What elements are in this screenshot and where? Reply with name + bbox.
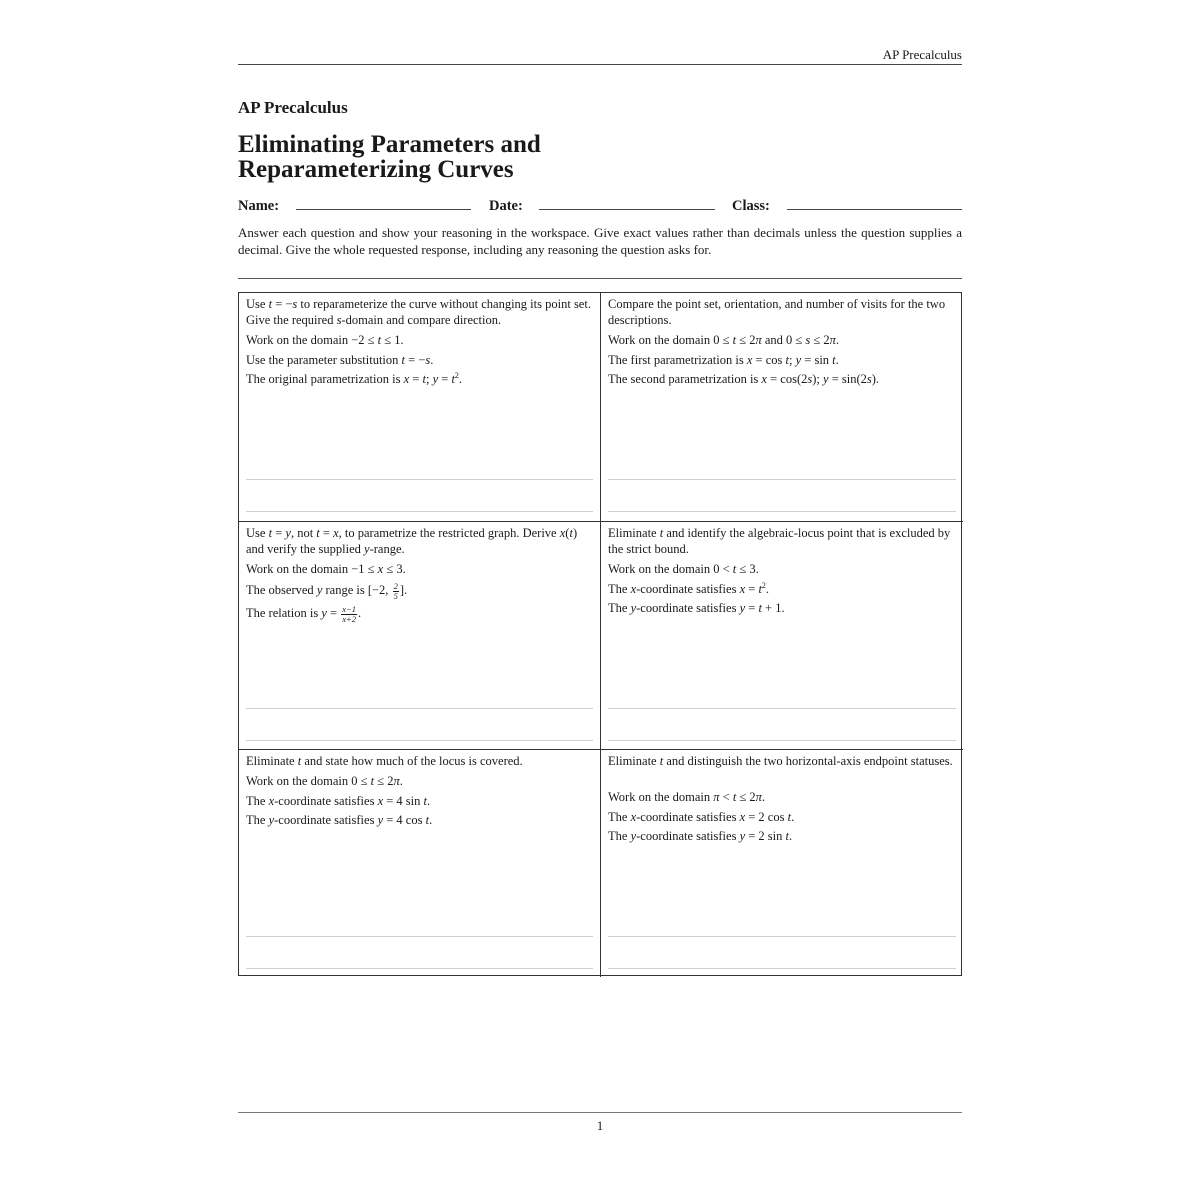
question-prompt: Eliminate t and identify the algebraic-locus point that is excluded by the strict bound. bbox=[608, 526, 951, 556]
math-variable: π bbox=[755, 790, 762, 804]
math-variable: π bbox=[829, 333, 836, 347]
spec-line: The original parametrization is x = t; $y = t^2$. bbox=[246, 371, 463, 386]
math-variable: x bbox=[630, 581, 637, 596]
answer-line[interactable] bbox=[246, 968, 593, 969]
question-box bbox=[601, 749, 963, 977]
math-variable: π bbox=[713, 790, 720, 804]
math-variable: t bbox=[316, 526, 320, 540]
spec-line: The x-coordinate satisfies x = 2 cos t. bbox=[608, 809, 795, 824]
name-field[interactable] bbox=[296, 209, 471, 210]
answer-line[interactable] bbox=[246, 479, 593, 480]
math-variable: x bbox=[377, 793, 384, 808]
math-variable: y bbox=[630, 601, 637, 615]
math-variable: x bbox=[630, 809, 637, 824]
math-variable: y bbox=[630, 829, 637, 843]
math-variable: y bbox=[268, 813, 275, 827]
question-specs bbox=[608, 790, 956, 849]
answer-line[interactable] bbox=[246, 708, 593, 709]
exponent: 2 bbox=[454, 371, 459, 380]
question-specs bbox=[246, 774, 593, 833]
spec-line: The y-coordinate satisfies y = 4 cos t. bbox=[246, 813, 433, 827]
math-variable: y bbox=[321, 605, 327, 620]
question-box bbox=[601, 293, 963, 521]
math-variable: y bbox=[795, 352, 802, 367]
answer-line[interactable] bbox=[608, 511, 956, 512]
math-variable: x bbox=[761, 372, 767, 386]
math-variable: x bbox=[377, 562, 384, 576]
math-variable: x bbox=[403, 372, 410, 386]
fraction-numerator: x−1 bbox=[342, 603, 356, 614]
name-label: Name: bbox=[238, 198, 280, 214]
class-field[interactable] bbox=[787, 209, 962, 210]
math-variable: t bbox=[732, 333, 737, 347]
math-variable: s bbox=[336, 312, 342, 327]
exponent: 2 bbox=[761, 580, 766, 590]
math-variable: y bbox=[316, 582, 323, 597]
math-variable: x bbox=[746, 352, 753, 367]
math-variable: t bbox=[268, 297, 273, 311]
page-number: 1 bbox=[596, 1118, 604, 1133]
answer-line[interactable] bbox=[608, 968, 956, 969]
date-label: Date: bbox=[489, 198, 523, 214]
question-box bbox=[239, 293, 601, 521]
answer-line[interactable] bbox=[246, 740, 593, 741]
math-variable: t bbox=[785, 829, 789, 843]
footer-rule bbox=[238, 1112, 962, 1113]
spec-line: Use the parameter substitution t = −s. bbox=[246, 352, 434, 367]
question-specs bbox=[608, 562, 956, 621]
math-variable: s bbox=[292, 297, 298, 311]
spec-line: Work on the domain π < t ≤ 2π. bbox=[608, 790, 766, 804]
spec-line: The second parametrization is x = cos(2s); y = sin(2s). bbox=[608, 372, 880, 386]
math-variable: y bbox=[739, 829, 746, 843]
page-title bbox=[238, 132, 738, 182]
math-variable: t bbox=[370, 774, 375, 788]
answer-line[interactable] bbox=[246, 511, 593, 512]
question-specs bbox=[608, 333, 956, 392]
math-variable: t bbox=[422, 372, 426, 386]
fraction bbox=[341, 605, 357, 624]
math-variable: t bbox=[451, 372, 455, 386]
math-variable: x bbox=[333, 526, 339, 540]
math-variable: t bbox=[832, 352, 836, 367]
math-variable: t bbox=[569, 526, 573, 540]
question-box bbox=[239, 521, 601, 749]
spec-line: Work on the domain 0 < t ≤ 3. bbox=[608, 562, 759, 576]
math-variable: y bbox=[285, 526, 291, 540]
math-variable: y bbox=[377, 813, 384, 827]
math-variable: t bbox=[758, 581, 762, 596]
fraction-numerator: 2 bbox=[393, 580, 398, 591]
spec-line: Work on the domain 0 ≤ t ≤ 2π. bbox=[246, 774, 403, 788]
question-box bbox=[601, 521, 963, 749]
fraction bbox=[393, 582, 399, 601]
spec-line: The x-coordinate satisfies x = 4 sin t. bbox=[246, 793, 431, 808]
class-label: Class: bbox=[732, 198, 770, 214]
title-line-2: Reparameterizing Curves bbox=[238, 156, 514, 183]
question-grid bbox=[238, 292, 962, 976]
student-info-row bbox=[238, 198, 962, 218]
math-variable: s bbox=[807, 372, 813, 386]
math-variable: y bbox=[823, 372, 829, 386]
math-variable: x bbox=[559, 526, 566, 540]
answer-line[interactable] bbox=[246, 936, 593, 937]
course-name: AP Precalculus bbox=[238, 98, 348, 117]
math-variable: t bbox=[732, 790, 737, 804]
question-prompt: Eliminate t and distinguish the two horizontal-axis endpoint statuses. bbox=[608, 754, 953, 768]
math-variable: t bbox=[732, 562, 737, 576]
spec-line: The relation is y = $\frac{x-1}{x+2}$ . bbox=[246, 603, 362, 624]
math-variable: t bbox=[659, 754, 664, 768]
spec-line: Work on the domain 0 ≤ t ≤ 2π and 0 ≤ s ≤ 2π. bbox=[608, 333, 840, 347]
math-variable: y bbox=[739, 601, 746, 615]
fraction-denominator: x+2 bbox=[342, 613, 356, 624]
spec-line: The y-coordinate satisfies y = t + 1. bbox=[608, 601, 785, 615]
math-variable: t bbox=[297, 754, 302, 768]
answer-line[interactable] bbox=[608, 740, 956, 741]
question-prompt: Use t = y, not t = x, to parametrize the restricted graph. Derive x(t) and verify the supplied y-range. bbox=[246, 526, 578, 556]
question-specs bbox=[246, 333, 593, 392]
date-field[interactable] bbox=[539, 209, 715, 210]
answer-line[interactable] bbox=[608, 708, 956, 709]
answer-line[interactable] bbox=[608, 479, 956, 480]
instructions: Answer each question and show your reasoning in the workspace. Give exact values rather than decimals unless the question supplies a decimal. Give the whole requested response, including any reasoning the question asks for. bbox=[238, 225, 962, 257]
spec-line: Work on the domain −2 ≤ t ≤ 1. bbox=[246, 333, 404, 347]
math-variable: π bbox=[755, 333, 762, 347]
math-variable: t bbox=[377, 333, 382, 347]
question-prompt: Use t = −s to reparameterize the curve without changing its point set. Give the required s-domain and compare direction. bbox=[246, 297, 591, 327]
math-variable: x bbox=[739, 809, 746, 824]
question-specs bbox=[246, 562, 593, 628]
spec-line: The y-coordinate satisfies y = 2 sin t. bbox=[608, 829, 793, 843]
math-variable: y bbox=[364, 541, 370, 556]
math-variable: s bbox=[866, 372, 872, 386]
title-line-1: Eliminating Parameters and bbox=[238, 131, 541, 158]
math-variable: t bbox=[758, 601, 762, 615]
fraction-denominator: 5 bbox=[393, 590, 398, 601]
math-variable: x bbox=[739, 581, 746, 596]
header-rule bbox=[238, 64, 962, 65]
question-prompt: Eliminate t and state how much of the locus is covered. bbox=[246, 754, 523, 768]
spec-line: The observed y range is [−2, $\frac{2}{5}$ ]. bbox=[246, 580, 408, 601]
math-variable: t bbox=[787, 809, 792, 824]
math-variable: s bbox=[425, 352, 431, 367]
math-variable: t bbox=[268, 526, 273, 540]
math-variable: t bbox=[425, 813, 430, 827]
running-header: AP Precalculus bbox=[882, 47, 962, 62]
spec-line: The x-coordinate satisfies $x = t^2$. bbox=[608, 580, 770, 596]
question-prompt: Compare the point set, orientation, and number of visits for the two descriptions. bbox=[608, 297, 946, 327]
math-variable: t bbox=[659, 526, 664, 540]
answer-line[interactable] bbox=[608, 936, 956, 937]
math-variable: t bbox=[401, 352, 406, 367]
math-variable: x bbox=[268, 793, 275, 808]
math-variable: t bbox=[423, 793, 427, 808]
math-variable: s bbox=[805, 333, 811, 347]
spec-line: The first parametrization is x = cos t; y = sin t. bbox=[608, 352, 839, 367]
section-rule bbox=[238, 278, 962, 279]
math-variable: π bbox=[393, 774, 400, 788]
spec-line: Work on the domain −1 ≤ x ≤ 3. bbox=[246, 562, 406, 576]
math-variable: t bbox=[785, 352, 789, 367]
math-variable: y bbox=[432, 372, 439, 386]
question-box bbox=[239, 749, 601, 977]
